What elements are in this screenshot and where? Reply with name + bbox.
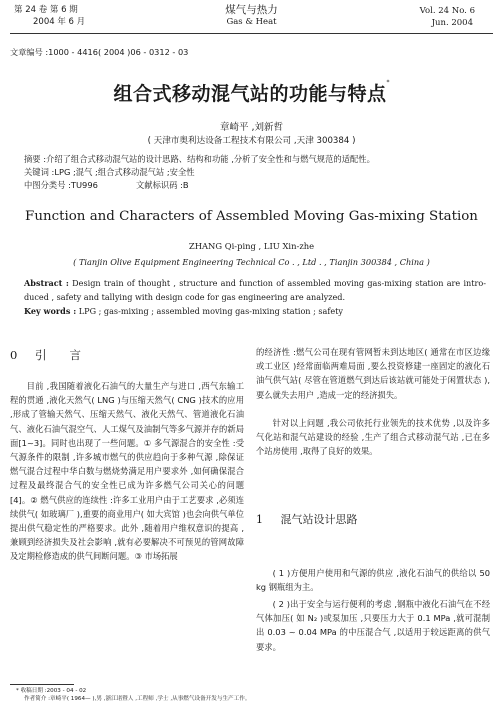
document-code: 文献标识码 :B [136, 180, 189, 190]
section-0-number: 0 [10, 348, 18, 362]
section-1-heading [256, 511, 358, 527]
classification-number: 中图分类号 :TU996 [24, 180, 98, 190]
right-paragraph-2: 针对以上问题 ,我公司依托行业领先的技术优势 ,以及许多气化站和混气站建设的经验 ,生产了组合式移动混气站 ,已在多个站房使用 ,取得了良好的效果。 [256, 418, 490, 457]
title-block-cn [0, 79, 503, 106]
right-paragraph-1: 的经济性 :燃气公司在现有管网暂未到达地区( 通常在市区边缘或工业区 )经常面临两难局面 ,要么投资修建一座固定的液化石油气供气站( 尽管在管道燃气到达后该站就可能处于闲置状态 ),要么就失去用户 ,造成一定的经济损失。 [256, 347, 490, 400]
journal-title-cn: 煤气与热力 [225, 4, 278, 16]
section-1-number: 1 [256, 513, 263, 526]
title-footnote-mark: * [386, 79, 390, 86]
keywords-en-label: Key words : [24, 306, 77, 316]
article-title-en: Function and Characters of Assembled Moving Gas-mixing Station [25, 209, 478, 224]
header-rule [10, 33, 493, 34]
section-0-heading [10, 347, 81, 363]
article-title-cn: 组合式移动混气站的功能与特点 [113, 83, 387, 105]
authors-en: ZHANG Qi-ping , LIU Xin-zhe [188, 241, 315, 251]
abstract-en-text: Design train of thought , structure and function of assembled moving gas-mixing station are intro-duced , safety and tallying with design code for gas engineering are analyzed. [24, 278, 486, 302]
section-0-title: 引 言 [34, 348, 81, 362]
right-paragraph-3: ( 1 )方便用户使用和气源的供应 ,液化石油气的供给以 50 kg 钢瓶组为主。 [256, 568, 490, 593]
journal-date: 2004 年 6 月 [33, 17, 86, 27]
right-paragraph-4: ( 2 )出于安全与运行便利的考虑 ,钢瓶中液化石油气在不经气体加压( 如 N₂ )或泵加压 ,只要压力大于 0.1 MPa ,就可混制出 0.03 ~ 0.04 MPa 的中压混合气 ,以适用于较远距离的供气要求。 [256, 599, 490, 652]
journal-volume-en: Vol. 24 No. 6 [419, 6, 475, 16]
keywords-en-text: LPG ; gas-mixing ; assembled moving gas-mixing station ; safety [78, 306, 343, 316]
abstract-en [24, 277, 486, 305]
footnote-rule [10, 684, 74, 685]
intro-paragraph: 目前 ,我国随着液化石油气的大量生产与进口 ,西气东输工程的贯通 ,液化天然气( LNG )与压缩天然气( CNG )技术的应用 ,形成了管输天然气、压缩天然气、液化天然气、管道液化石油气、液化石油气混空气、人工煤气及油制气等多气源并存的新局面[1~3]。同时也出现了一些问题。① 多气源混合的安全性 :受气源条件的限制 ,许多城市燃气的供应趋向于多种气源 ,除保证燃气混合过程中华白数与燃烧势满足用户要求外 ,如何确保混合过程及最终混合气的安全性已成为许多燃气公司关心的问题[4]。② 燃气供应的连续性 :许多工业用户由于工艺要求 ,必须连续供气( 如玻璃厂 ),重要的商业用户( 如大宾馆 )也会向供气单位提出供气稳定性的严格要求。此外 ,随着用户维权意识的提高 ,兼顾到经济损失及社会影响 ,就有必要解决不可预见的管网故障及定期检修造成的供气间断问题。③ 市场拓展 [10, 381, 244, 562]
affiliation-en: ( Tianjin Olive Equipment Engineering Technical Co . , Ltd . , Tianjin 300384 , China ) [73, 257, 430, 267]
journal-volume-issue: 第 24 卷 第 6 期 [14, 5, 78, 15]
section-1-title: 混气站设计思路 [280, 513, 358, 526]
footnote-received-date: * 收稿日期 :2003 - 04 - 02 [16, 688, 87, 694]
authors-cn: 章崎平 ,刘新哲 [219, 122, 284, 133]
affiliation-cn: ( 天津市奥利达设备工程技术有限公司 ,天津 300384 ) [147, 136, 356, 146]
keywords-en [24, 306, 486, 316]
footnote-author-bio: 作者简介 :章崎平( 1964— ),男 ,浙江诸暨人 ,工程师 ,学士 ,从事燃气设备开发与生产工作。 [24, 696, 251, 702]
abstract-en-label: Abstract : [24, 278, 69, 288]
keywords-cn: 关键词 :LPG ;混气 ;组合式移动混气站 ;安全性 [24, 167, 195, 177]
journal-title-en: Gas & Heat [226, 17, 277, 27]
abstract-cn: 摘要 :介绍了组合式移动混气站的设计思路、结构和功能 ,分析了安全性和与燃气规范的适配性。 [24, 154, 375, 164]
journal-date-en: Jun. 2004 [431, 18, 473, 28]
article-number: 文章编号 :1000 - 4416( 2004 )06 - 0312 - 03 [10, 47, 189, 57]
